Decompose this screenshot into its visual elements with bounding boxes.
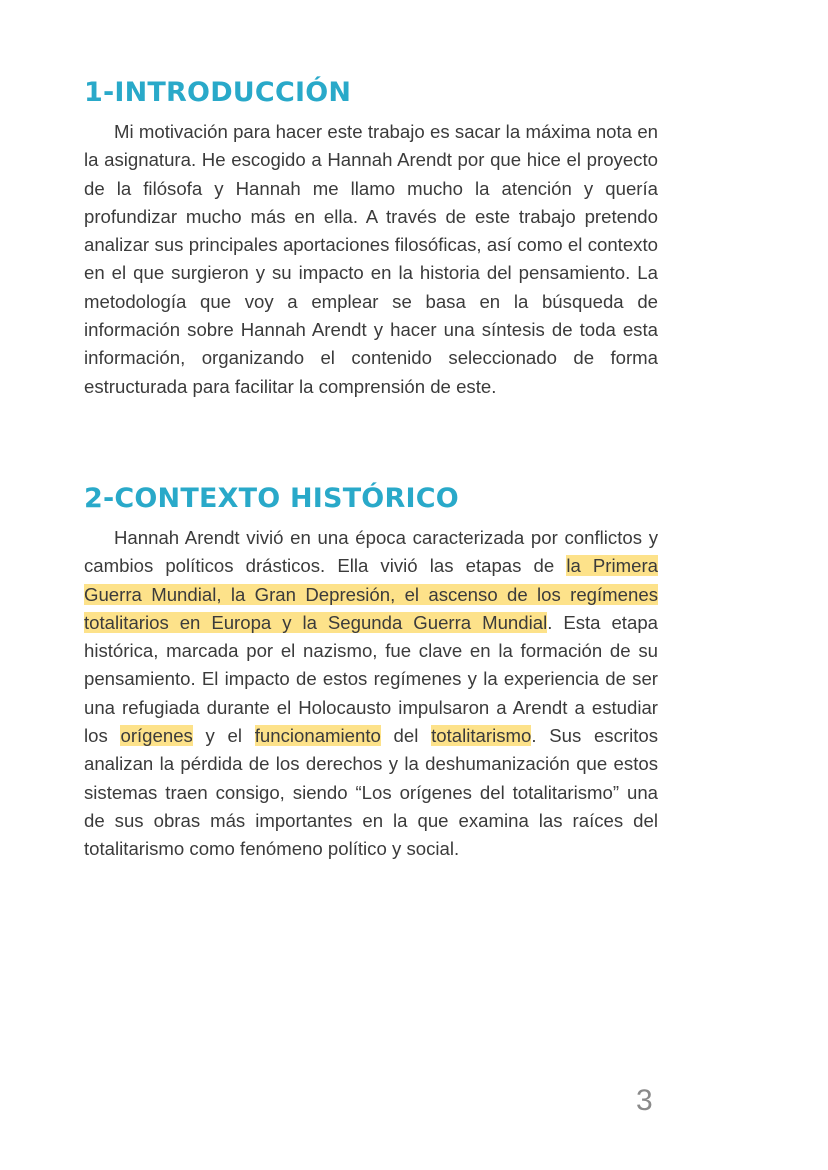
highlighted-text: la Primera Guerra Mundial, la Gran Depresión, el ascenso de los regímenes totalitarios en Europa y la Segunda Guerra Mundial (84, 555, 658, 633)
text-run: Hannah Arendt vivió en una época caracterizada por conflictos y cambios políticos drásticos. Ella vivió las etapas de (84, 527, 658, 577)
section-heading: 1-INTRODUCCIÓN (84, 77, 352, 108)
section-paragraph: Mi motivación para hacer este trabajo es sacar la máxima nota en la asignatura. He escogido a Hannah Arendt por que hice el proyecto de la filósofa y Hannah me llamo mucho la atención y quería profundizar mucho más en ella. A través de este trabajo pretendo analizar sus principales aportaciones filosóficas, así como el contexto en el que surgieron y su impacto en la historia del pensamiento. La metodología que voy a emplear se basa en la búsqueda de información sobre Hannah Arendt y hacer una síntesis de toda esta información, organizando el contenido seleccionado de forma estructurada para facilitar la comprensión de este. (84, 121, 658, 397)
text-run: . Sus escritos analizan la pérdida de los derechos y la deshumanización que estos sistemas traen consigo, siendo “Los orígenes del totalitarismo” una de sus obras más importantes en la que examina las raíces del totalitarismo como fenómeno político y social. (84, 725, 659, 860)
text-run: . Esta etapa histórica, marcada por el nazismo, fue clave en la formación de su pensamiento. El impacto de estos regímenes y la experiencia de ser una refugiada durante el Holocausto impulsaron a Arendt a estudiar los (84, 611, 658, 747)
text-run: del (380, 725, 432, 747)
section-contexto-historico (84, 482, 658, 864)
section-paragraph (84, 524, 658, 864)
text-run: y el (192, 725, 255, 747)
highlighted-text: orígenes (120, 725, 193, 747)
section-heading: 2-CONTEXTO HISTÓRICO (84, 483, 459, 514)
page-number: 3 (636, 1084, 653, 1117)
highlighted-text: totalitarismo (431, 725, 532, 747)
highlighted-text: funcionamiento (254, 725, 381, 747)
section-introduccion (84, 76, 658, 401)
